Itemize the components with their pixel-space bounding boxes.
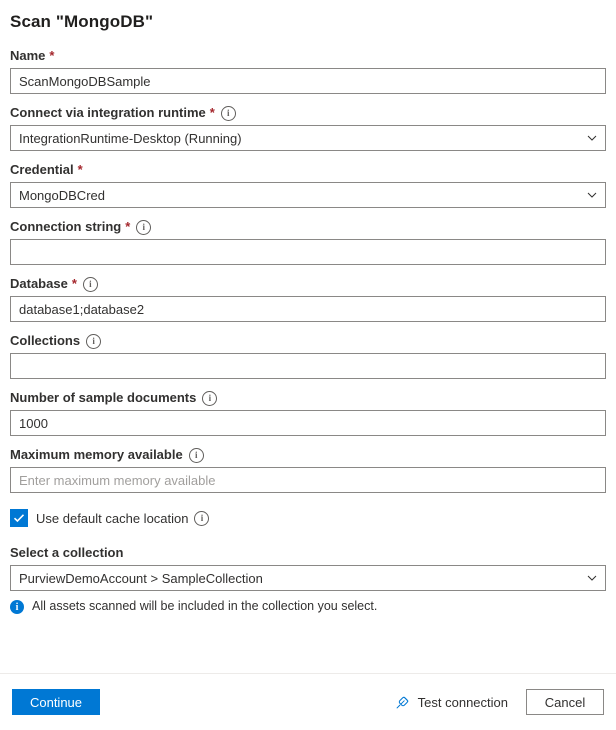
required-asterisk: * [71, 276, 77, 291]
field-label-text: Collections [10, 333, 81, 348]
field-database-label [10, 276, 606, 292]
chevron-down-icon [587, 133, 597, 143]
database-value: database1;database2 [19, 301, 145, 317]
collection-note [10, 599, 606, 614]
collection-note-text: All assets scanned will be included in the collection you select. [32, 599, 378, 613]
field-credential-label [10, 162, 606, 178]
connection-string-input[interactable] [10, 239, 606, 265]
required-asterisk: * [125, 219, 131, 234]
info-icon[interactable]: i [189, 448, 204, 463]
info-icon[interactable]: i [136, 220, 151, 235]
chevron-down-icon [587, 573, 597, 583]
field-sample-documents [10, 390, 606, 436]
default-cache-location-row[interactable] [10, 509, 606, 527]
field-database [10, 276, 606, 322]
field-name-label [10, 48, 606, 64]
required-asterisk: * [77, 162, 83, 177]
field-connection-string-label [10, 219, 606, 235]
continue-button[interactable]: Continue [12, 689, 100, 715]
info-icon[interactable]: i [194, 511, 209, 526]
field-label-text: Select a collection [10, 545, 124, 560]
page-title: Scan "MongoDB" [10, 12, 154, 31]
checkbox-checked-icon[interactable] [10, 509, 28, 527]
checkbox-label-text: Use default cache location [36, 510, 189, 526]
info-icon[interactable]: i [221, 106, 236, 121]
field-integration-runtime [10, 105, 606, 151]
cancel-button[interactable]: Cancel [526, 689, 604, 715]
dialog-footer [0, 673, 616, 730]
select-collection-value: PurviewDemoAccount > SampleCollection [19, 570, 263, 586]
info-icon[interactable]: i [86, 334, 101, 349]
name-input-value: ScanMongoDBSample [19, 73, 151, 89]
field-name [10, 48, 606, 94]
sample-documents-value: 1000 [19, 415, 48, 431]
sample-documents-input[interactable] [10, 410, 606, 436]
field-credential [10, 162, 606, 208]
select-collection-dropdown[interactable] [10, 565, 606, 591]
integration-runtime-value: IntegrationRuntime-Desktop (Running) [19, 130, 242, 146]
info-filled-icon: i [10, 600, 24, 614]
test-connection-button[interactable] [395, 695, 508, 710]
credential-value: MongoDBCred [19, 187, 105, 203]
required-asterisk: * [49, 48, 55, 63]
database-input[interactable] [10, 296, 606, 322]
field-integration-runtime-label [10, 105, 606, 121]
field-label-text: Database [10, 276, 68, 291]
footer-right-group [395, 689, 604, 715]
field-label-text: Connection string [10, 219, 122, 234]
chevron-down-icon [587, 190, 597, 200]
maximum-memory-placeholder: Enter maximum memory available [19, 472, 216, 488]
field-collections [10, 333, 606, 379]
default-cache-location-label [36, 511, 209, 526]
field-label-text: Credential [10, 162, 74, 177]
name-input[interactable] [10, 68, 606, 94]
field-sample-documents-label [10, 390, 606, 406]
field-select-collection-label [10, 545, 606, 561]
info-icon[interactable]: i [83, 277, 98, 292]
field-connection-string [10, 219, 606, 265]
field-label-text: Name [10, 48, 46, 63]
integration-runtime-dropdown[interactable] [10, 125, 606, 151]
collections-input[interactable] [10, 353, 606, 379]
credential-dropdown[interactable] [10, 182, 606, 208]
field-maximum-memory-label [10, 447, 606, 463]
field-collections-label [10, 333, 606, 349]
maximum-memory-input[interactable] [10, 467, 606, 493]
field-label-text: Connect via integration runtime [10, 105, 206, 120]
test-connection-label: Test connection [417, 694, 508, 710]
field-maximum-memory [10, 447, 606, 493]
field-select-collection [10, 545, 606, 614]
info-icon[interactable]: i [202, 391, 217, 406]
field-label-text: Maximum memory available [10, 447, 183, 462]
field-label-text: Number of sample documents [10, 390, 197, 405]
required-asterisk: * [209, 105, 215, 120]
plug-icon [395, 695, 410, 710]
